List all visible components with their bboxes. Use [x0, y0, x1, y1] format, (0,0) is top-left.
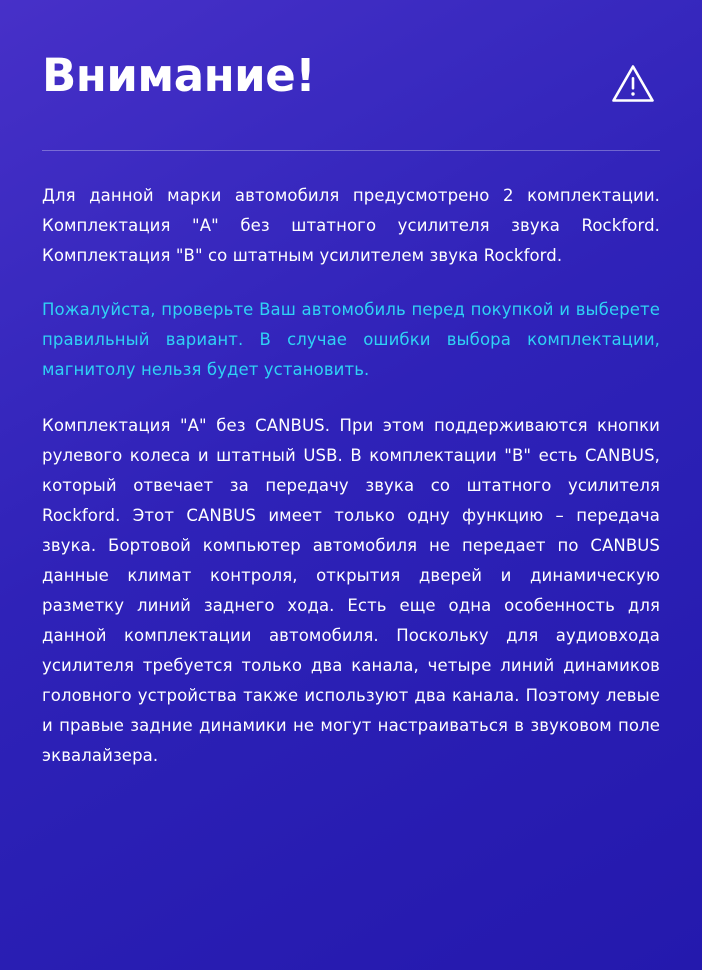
page-header — [42, 44, 660, 110]
paragraph-canbus-details: Комплектация "A" без CANBUS. При этом поддерживаются кнопки рулевого колеса и штатный USB. В комплектации "B" есть CANBUS, который отвечает за передачу звука со штатного усилителя Rockford. Этот CANBUS имеет только одну функцию – передача звука. Бортовой компьютер автомобиля не передает по CANBUS данные климат контроля, открытия дверей и динамическую разметку линий заднего хода. Есть еще одна особенность для данной комплектации автомобиля. Поскольку для аудиовхода усилителя требуется только два канала, четыре линий динамиков головного устройства также используют два канала. Поэтому левые и правые задние динамики не могут настраиваться в звуковом поле эквалайзера. — [42, 416, 660, 766]
header-divider — [42, 150, 660, 151]
page-title: Внимание! — [42, 49, 316, 102]
warning-triangle-icon — [610, 62, 656, 110]
paragraph-configurations: Для данной марки автомобиля предусмотрено 2 комплектации. Комплектация "A" без штатного усилителя звука Rockford. Комплектация "B" со штатным усилителем звука Rockford. — [42, 186, 660, 266]
notice-body — [42, 181, 660, 771]
paragraph-warning-highlight: Пожалуйста, проверьте Ваш автомобиль перед покупкой и выберете правильный вариант. В случае ошибки выбора комплектации, магнитолу нельзя будет установить. — [42, 300, 660, 380]
